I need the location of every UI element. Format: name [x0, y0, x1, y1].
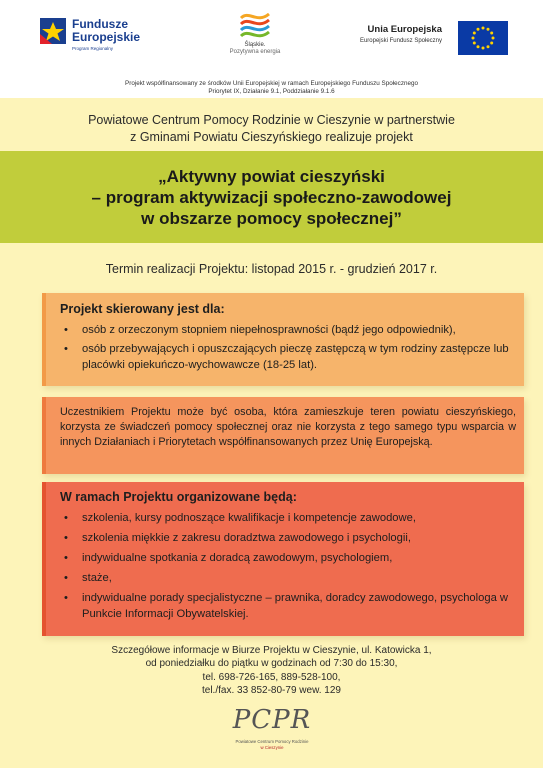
bullet-icon: •: [64, 572, 68, 584]
eu-logo: [336, 18, 512, 58]
partner-statement: [30, 112, 513, 146]
bullet-icon: •: [64, 512, 68, 524]
title-line: „Aktywny powiat cieszyński: [158, 167, 385, 186]
bullet-icon: •: [64, 552, 68, 564]
eu-logo-line2: Europejski Fundusz Społeczny: [359, 38, 442, 44]
participant-box: [42, 397, 524, 474]
list-item-text: szkolenia, kursy podnoszące kwalifikacje i kompetencje zawodowe,: [82, 512, 416, 524]
list-item: [64, 322, 520, 338]
contact-info: [40, 644, 503, 698]
list-item-text: osób z orzeczonym stopniem niepełnosprawności (bądź jego odpowiednik),: [82, 324, 456, 336]
list-item: [64, 530, 520, 546]
pcpr-logo: [222, 705, 322, 763]
project-term: Termin realizacji Projektu: listopad 2015 r. - grudzień 2017 r.: [105, 262, 438, 276]
list-item-text: indywidualne spotkania z doradcą zawodowym, psychologiem,: [82, 552, 393, 564]
contact-line: tel./fax. 33 852-80-79 wew. 129: [202, 685, 341, 697]
list-item: [64, 550, 520, 566]
cofunding-line: Priorytet IX, Działanie 9.1, Poddziałanie 9.1.6: [208, 88, 335, 95]
list-item: [64, 570, 520, 586]
activities-box: [42, 482, 524, 636]
participant-paragraph: Uczestnikiem Projektu może być osoba, która zamieszkuje teren powiatu cieszyńskiego, korzysta ze świadczeń pomocy społecznej oraz nie korzysta z tego samego typu wsparcia w innych Działaniach i Priorytetach współfinansowanych przez Unię Europejską.: [60, 406, 516, 449]
partner-line: z Gminami Powiatu Cieszyńskiego realizuje projekt: [130, 130, 413, 144]
eu-flag-icon: [458, 21, 508, 55]
target-group-heading: Projekt skierowany jest dla:: [60, 302, 225, 316]
list-item: [64, 341, 520, 373]
bullet-icon: •: [64, 343, 68, 355]
fe-star-icon: [38, 14, 68, 50]
target-group-list: [64, 322, 520, 373]
partner-line: Powiatowe Centrum Pomocy Rodzinie w Cieszynie w partnerstwie: [88, 113, 455, 127]
eu-logo-line1: Unia Europejska: [367, 24, 442, 35]
bullet-icon: •: [64, 324, 68, 336]
contact-line: Szczegółowe informacje w Biurze Projektu w Cieszynie, ul. Katowicka 1,: [111, 645, 432, 656]
bullet-icon: •: [64, 532, 68, 544]
list-item-text: szkolenia miękkie z zakresu doradztwa zawodowego i psychologii,: [82, 532, 411, 544]
contact-line: tel. 698-726-165, 889-528-100,: [202, 671, 341, 683]
logo-header: [0, 0, 543, 98]
activities-list: [64, 510, 520, 622]
contact-line: od poniedziałku do piątku w godzinach od 7:30 do 15:30,: [145, 658, 398, 670]
fe-logo-line3: Program Regionalny: [72, 46, 114, 51]
slaskie-logo: [222, 8, 288, 66]
title-line: – program aktywizacji społeczno-zawodowej: [91, 188, 452, 207]
activities-heading: W ramach Projektu organizowane będą:: [60, 490, 297, 504]
project-title: [20, 166, 523, 229]
fe-logo-line1: Fundusze: [72, 17, 128, 31]
list-item-text: staże,: [82, 572, 112, 584]
fe-logo-line2: Europejskie: [72, 30, 141, 44]
fundusze-europejskie-logo: [38, 14, 148, 58]
pcpr-logo-mark: PCPR: [232, 705, 312, 735]
list-item: [64, 510, 520, 526]
title-line: w obszarze pomocy społecznej”: [141, 209, 402, 228]
list-item-text: osób przebywających i opuszczających pieczę zastępczą w tym rodziny zastępcze lub placówki opiekuńczo-wychowawcze (18-25 lat).: [82, 343, 509, 371]
bullet-icon: •: [64, 592, 68, 604]
cofunding-line: Projekt współfinansowany ze środków Unii Europejskiej w ramach Europejskiego Funduszu Społecznego: [125, 80, 418, 87]
list-item: [64, 590, 520, 622]
slaskie-logo-line2: Pozytywna energia: [229, 49, 281, 55]
list-item-text: indywidualne porady specjalistyczne – prawnika, doradcy zawodowego, psychologa w Punkcie Informacji Obywatelskiej.: [82, 592, 508, 620]
target-group-box: [42, 293, 524, 386]
pcpr-logo-line1: Powiatowe Centrum Pomocy Rodzinie: [235, 739, 309, 744]
project-title-banner: [0, 151, 543, 243]
slaskie-wave-icon: [235, 8, 275, 42]
pcpr-logo-line2: w Cieszynie: [260, 745, 284, 750]
cofunding-note: [40, 80, 503, 96]
slaskie-logo-line1: Śląskie.: [244, 42, 266, 48]
